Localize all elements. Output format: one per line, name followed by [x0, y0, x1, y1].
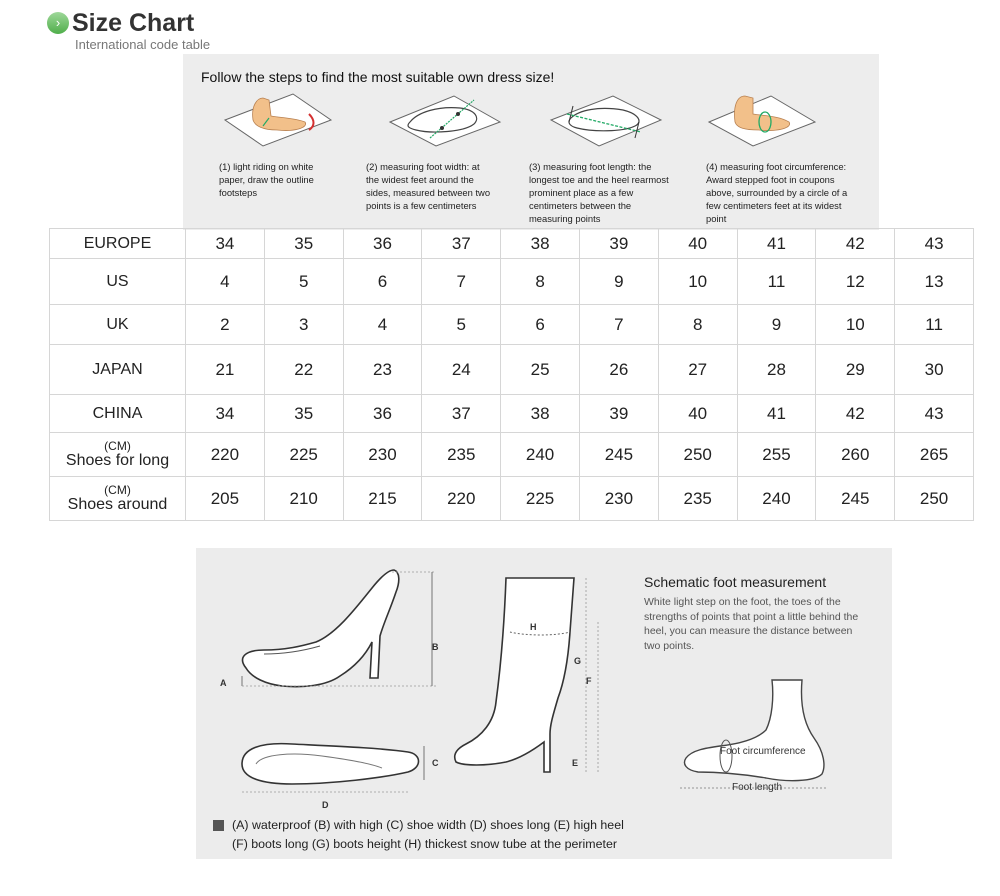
foot-length-icon [549, 92, 664, 148]
table-cell: 245 [816, 477, 895, 521]
table-cell: 39 [579, 229, 658, 259]
table-cell: 255 [737, 433, 816, 477]
table-cell: 210 [264, 477, 343, 521]
label-d: D [322, 800, 329, 810]
table-cell: 4 [186, 259, 265, 305]
measurement-title: Schematic foot measurement [644, 574, 827, 590]
row-label-text: JAPAN [92, 360, 143, 378]
table-cell: 260 [816, 433, 895, 477]
table-cell: 2 [186, 305, 265, 345]
table-cell: 40 [658, 229, 737, 259]
label-h: H [530, 622, 537, 632]
foot-measurement-illustration [676, 674, 856, 804]
table-cell: 41 [737, 395, 816, 433]
label-e: E [572, 758, 579, 768]
row-label-text: US [106, 272, 129, 290]
table-cell: 215 [343, 477, 422, 521]
table-cell: 39 [579, 395, 658, 433]
table-cell: 42 [816, 395, 895, 433]
row-label-text: Shoes for long [65, 451, 170, 469]
table-cell: 3 [264, 305, 343, 345]
unit-label: (CM) [104, 482, 131, 497]
step-1-text: (1) light riding on white paper, draw the outline footsteps [219, 161, 314, 198]
table-cell: 265 [895, 433, 974, 477]
table-cell: 6 [343, 259, 422, 305]
row-label [50, 259, 186, 305]
step-4-text: (4) measuring foot circumference: Award stepped foot in coupons above, surrounded by a circle of a few centimeters feet at its widest point [706, 161, 848, 224]
boot-illustration [446, 572, 616, 802]
row-label [50, 345, 186, 395]
table-cell: 28 [737, 345, 816, 395]
table-cell: 12 [816, 259, 895, 305]
label-f: F [586, 676, 592, 686]
table-cell: 34 [186, 395, 265, 433]
row-label-text: EUROPE [83, 234, 152, 252]
row-label [50, 305, 186, 345]
table-cell: 25 [501, 345, 580, 395]
table-cell: 38 [501, 229, 580, 259]
table-cell: 38 [501, 395, 580, 433]
table-cell: 8 [501, 259, 580, 305]
table-cell: 22 [264, 345, 343, 395]
foot-width-icon [388, 92, 503, 148]
table-cell: 43 [895, 229, 974, 259]
label-b: B [432, 642, 439, 652]
high-heel-top-illustration [232, 724, 462, 814]
table-cell: 225 [264, 433, 343, 477]
legend-line-2: (F) boots long (G) boots height (H) thickest snow tube at the perimeter [232, 837, 617, 851]
table-cell: 7 [579, 305, 658, 345]
table-cell: 36 [343, 229, 422, 259]
measurement-steps-panel [183, 54, 879, 230]
chevron-right-icon: › [47, 12, 69, 34]
size-table [49, 228, 974, 521]
row-label [50, 433, 186, 477]
table-cell: 36 [343, 395, 422, 433]
table-cell: 35 [264, 395, 343, 433]
table-cell: 11 [737, 259, 816, 305]
row-label-text: UK [106, 315, 129, 333]
table-cell: 220 [422, 477, 501, 521]
table-cell: 6 [501, 305, 580, 345]
legend-marker-icon [213, 820, 224, 831]
foot-length-label: Foot length [732, 782, 783, 793]
table-cell: 10 [816, 305, 895, 345]
table-row [50, 229, 974, 259]
table-cell: 250 [895, 477, 974, 521]
row-label [50, 477, 186, 521]
table-cell: 205 [186, 477, 265, 521]
table-cell: 240 [737, 477, 816, 521]
table-cell: 10 [658, 259, 737, 305]
measurement-guide-panel [196, 548, 892, 859]
table-cell: 13 [895, 259, 974, 305]
label-g: G [574, 656, 582, 666]
table-cell: 240 [501, 433, 580, 477]
table-cell: 37 [422, 395, 501, 433]
table-cell: 9 [737, 305, 816, 345]
table-cell: 8 [658, 305, 737, 345]
table-cell: 235 [658, 477, 737, 521]
table-cell: 5 [264, 259, 343, 305]
table-row [50, 395, 974, 433]
table-cell: 24 [422, 345, 501, 395]
foot-outline-icon [223, 92, 333, 148]
row-label-text: CHINA [92, 404, 143, 422]
unit-label: (CM) [104, 438, 131, 453]
table-row [50, 433, 974, 477]
table-cell: 29 [816, 345, 895, 395]
table-cell: 40 [658, 395, 737, 433]
high-heel-side-illustration [216, 558, 466, 698]
page-title: Size Chart [72, 9, 195, 37]
foot-circumference-icon [707, 92, 817, 148]
table-cell: 5 [422, 305, 501, 345]
measurement-description: White light step on the foot, the toes of the strengths of points that point a little behind the heel, you can measure the distance between two points. [644, 596, 859, 652]
legend-line-1: (A) waterproof (B) with high (C) shoe width (D) shoes long (E) high heel [232, 818, 624, 832]
foot-circumference-label: Foot circumference [720, 746, 806, 757]
table-row [50, 305, 974, 345]
table-cell: 42 [816, 229, 895, 259]
table-row [50, 345, 974, 395]
table-cell: 245 [579, 433, 658, 477]
table-cell: 27 [658, 345, 737, 395]
label-c: C [432, 758, 439, 768]
table-cell: 23 [343, 345, 422, 395]
table-cell: 9 [579, 259, 658, 305]
table-cell: 230 [343, 433, 422, 477]
table-cell: 21 [186, 345, 265, 395]
row-label-text: Shoes around [67, 495, 168, 513]
step-3-text: (3) measuring foot length: the longest toe and the heel rearmost prominent place as a few centimeters between the measuring points [529, 161, 669, 224]
label-a: A [220, 678, 227, 688]
table-row [50, 477, 974, 521]
row-label [50, 395, 186, 433]
table-cell: 230 [579, 477, 658, 521]
table-cell: 30 [895, 345, 974, 395]
table-cell: 11 [895, 305, 974, 345]
table-cell: 4 [343, 305, 422, 345]
table-cell: 34 [186, 229, 265, 259]
table-cell: 35 [264, 229, 343, 259]
table-cell: 41 [737, 229, 816, 259]
table-cell: 235 [422, 433, 501, 477]
table-cell: 26 [579, 345, 658, 395]
table-cell: 250 [658, 433, 737, 477]
table-cell: 7 [422, 259, 501, 305]
table-cell: 37 [422, 229, 501, 259]
table-cell: 225 [501, 477, 580, 521]
table-cell: 43 [895, 395, 974, 433]
step-2-text: (2) measuring foot width: at the widest feet around the sides, measured between two points is a few centimeters [366, 161, 491, 211]
page-subtitle: International code table [75, 37, 211, 52]
table-cell: 220 [186, 433, 265, 477]
table-row [50, 259, 974, 305]
steps-title: Follow the steps to find the most suitable own dress size! [201, 69, 555, 85]
row-label [50, 229, 186, 259]
